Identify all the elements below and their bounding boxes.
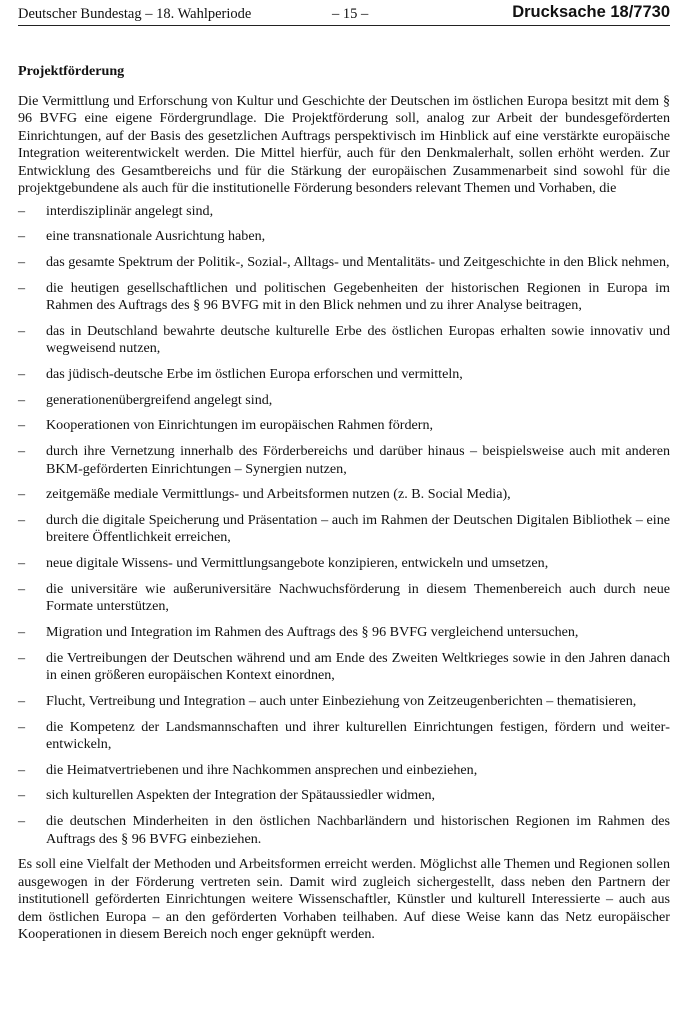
- list-item-text: die deutschen Minderheiten in den östlichen Nachbarländern und historischen Regionen im Rahmen des Auftrags des § 96 BVFG einbeziehen.: [46, 813, 670, 847]
- bullet-dash: –: [18, 391, 26, 408]
- bullet-dash: –: [18, 623, 26, 640]
- list-item-text: sich kulturellen Aspekten der Integration der Spätaussiedler widmen,: [46, 787, 436, 804]
- bullet-dash: –: [18, 649, 26, 666]
- list-item-text: das in Deutschland bewahrte deutsche kulturelle Erbe des östlichen Europas erhalten sowie innovativ und wegweisend nutzen,: [46, 322, 670, 357]
- list-item: [18, 228, 670, 246]
- list-item: [18, 555, 670, 573]
- list-item-text: die heutigen gesellschaftlichen und politischen Gegebenheiten der historischen Regionen in Europa im Rahmen des Auftrags des § 96 BVFG mit in den Blick nehmen und zu ihrer Analyse beitragen,: [46, 279, 670, 314]
- bullet-dash: –: [18, 417, 26, 434]
- bullet-dash: –: [18, 692, 26, 709]
- list-item: [18, 624, 670, 642]
- list-item-text: durch ihre Vernetzung innerhalb des Förderbereichs und darüber hinaus – beispielsweise auch mit anderen BKM-geförderten Einrichtungen – Synergien nutzen,: [46, 443, 670, 477]
- list-item-text: interdisziplinär angelegt sind,: [46, 202, 214, 219]
- section-title: Projektförderung: [18, 63, 125, 79]
- list-item: [18, 254, 670, 272]
- bullet-dash: –: [18, 761, 26, 778]
- list-item-text: neue digitale Wissens- und Vermittlungsangebote konzipieren, entwickeln und umsetzen,: [46, 555, 549, 572]
- list-item: [18, 650, 670, 685]
- intro-paragraph: Die Vermittlung und Erforschung von Kultur und Geschichte der Deutschen im östlichen Europa besitzt mit dem § 96 BVFG eine eigene Fördergrundlage. Die Projektförderung soll, analog zur Arbeit der bundesgeförderten Einrichtungen, auf der Basis des gesetzlichen Auftrags perspektivisch im Hinblick auf eine verstärkte europäische Integration weiterentwickelt werden. Die Mittel hierfür, auch für den Denkmalerhalt, sollen erhöht werden. Zur Entwicklung des Gesamtbereichs und für die Stärkung der europäischen Zusammenarbeit sind sowohl für die projektgebundene als auch für die institutionelle Förderung besonders relevant Themen und Vorhaben, die: [18, 92, 670, 196]
- list-item-text: durch die digitale Speicherung und Präsentation – auch im Rahmen der Deutschen Digitalen Bibliothek – eine breitere Öffentlichkeit erreichen,: [46, 511, 670, 546]
- bullet-list: [18, 203, 670, 849]
- list-item-text: die Heimatvertriebenen und ihre Nachkommen ansprechen und einbeziehen,: [46, 761, 478, 778]
- document-body: [18, 63, 670, 944]
- list-item: [18, 486, 670, 504]
- bullet-dash: –: [18, 580, 26, 597]
- list-item: [18, 203, 670, 221]
- list-item: [18, 417, 670, 435]
- list-item: [18, 719, 670, 754]
- closing-paragraph: Es soll eine Vielfalt der Methoden und Arbeitsformen erreicht werden. Möglichst alle Themen und Regionen sollen ausgewogen in der Förderung vertreten sein. Damit wird zugleich sichergestellt, dass neben den Partnern der institutionell geförderten Einrichtungen weitere Wissenschaftler, Künstler und kulturell Interessierte – auch aus dem östlichen Europa – an den geförderten Vorhaben teilhaben. Auf diese Weise kann das Netz europäischer Kooperationen in diesem Bereich noch enger geknüpft werden.: [18, 856, 670, 943]
- list-item: [18, 787, 670, 805]
- list-item-text: die universitäre wie außeruniversitäre Nachwuchsförderung in diesem Themenbereich auch durch neue Formate unterstützen,: [46, 580, 670, 615]
- list-item: [18, 443, 670, 478]
- bullet-dash: –: [18, 228, 26, 245]
- list-item: [18, 366, 670, 384]
- bullet-dash: –: [18, 279, 26, 296]
- list-item: [18, 581, 670, 616]
- list-item-text: Migration und Integration im Rahmen des Auftrags des § 96 BVFG vergleichend untersuchen,: [46, 623, 579, 640]
- list-item-text: Flucht, Vertreibung und Integration – auch unter Einbeziehung von Zeitzeugenberichten – thematisieren,: [46, 692, 637, 709]
- bullet-dash: –: [18, 322, 26, 339]
- list-item-text: das jüdisch-deutsche Erbe im östlichen Europa erforschen und vermitteln,: [46, 365, 463, 382]
- list-item: [18, 323, 670, 358]
- bullet-dash: –: [18, 253, 26, 270]
- bullet-dash: –: [18, 486, 26, 503]
- list-item: [18, 693, 670, 711]
- list-item-text: die Vertreibungen der Deutschen während und am Ende des Zweiten Weltkrieges sowie in den Jahren danach in einen größeren europäischen Kontext einordnen,: [46, 649, 670, 684]
- header-page-number: – 15 –: [332, 6, 369, 22]
- list-item: [18, 280, 670, 315]
- bullet-dash: –: [18, 511, 26, 528]
- bullet-dash: –: [18, 365, 26, 382]
- list-item: [18, 762, 670, 780]
- bullet-dash: –: [18, 443, 26, 459]
- header-parliament-session: Deutscher Bundestag – 18. Wahlperiode: [18, 6, 252, 22]
- list-item-text: das gesamte Spektrum der Politik-, Sozial-, Alltags- und Mentalitäts- und Zeitgeschichte in den Blick nehmen,: [46, 253, 670, 270]
- page-header: [18, 3, 670, 26]
- list-item: [18, 392, 670, 410]
- list-item: [18, 813, 670, 848]
- bullet-dash: –: [18, 202, 26, 219]
- bullet-dash: –: [18, 813, 26, 830]
- bullet-dash: –: [18, 787, 26, 804]
- header-document-number: Drucksache 18/7730: [512, 3, 670, 21]
- list-item-text: generationenübergreifend angelegt sind,: [46, 391, 273, 408]
- list-item-text: eine transnationale Ausrichtung haben,: [46, 228, 266, 245]
- bullet-dash: –: [18, 718, 26, 735]
- bullet-dash: –: [18, 555, 26, 572]
- list-item-text: Kooperationen von Einrichtungen im europäischen Rahmen fördern,: [46, 417, 434, 434]
- list-item: [18, 512, 670, 547]
- list-item-text: die Kompetenz der Landsmannschaften und ihrer kulturellen Einrichtungen festigen, fördern und weiterentwickeln,: [46, 718, 670, 752]
- list-item-text: zeitgemäße mediale Vermittlungs- und Arbeitsformen nutzen (z. B. Social Media),: [46, 486, 511, 503]
